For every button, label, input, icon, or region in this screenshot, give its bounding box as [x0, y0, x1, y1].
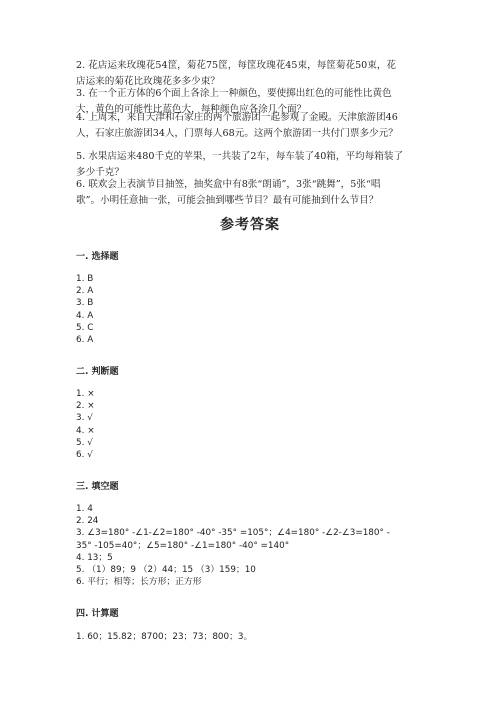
question-3-line-1: 3. 在一个正方体的6个面上各涂上一种颜色，要使掷出红色的可能性比黄色 [76, 88, 392, 99]
section-heading-fill-blank: 三. 填空题 [76, 482, 119, 492]
section-choice-answers [76, 273, 93, 346]
section-heading-choice: 一. 选择题 [76, 252, 119, 262]
question-4 [76, 110, 426, 142]
answer-line: 5. （1）89；9 （2）44；15 （3）159；10 [76, 565, 256, 576]
question-3-line-2: 大，黄色的可能性比蓝色大，每种颜色应各涂几个面？ [76, 104, 307, 115]
answer-line: 1. 4 [76, 504, 93, 514]
answer-line: 2. A [76, 286, 94, 297]
question-4-line-1: 4. 上周末，来自天津和石家庄的两个旅游团一起参观了金殿。天津旅游团46 [76, 112, 398, 123]
section-judgment-answers [76, 388, 95, 461]
section-heading-judgment: 二. 判断题 [76, 367, 119, 377]
question-2-line-1: 2. 花店运来玫瑰花54筐，菊花75筐，每筐玫瑰花45束，每筐菊花50束，花 [76, 60, 397, 71]
answer-line: 6. √ [76, 450, 93, 461]
answer-line: 35° -105=40°；∠5=180° -∠1=180° -40° =140° [76, 540, 290, 551]
answer-line: 3. ∠3=180° -∠1-∠2=180° -40° -35° =105°；∠4=180° -∠2-∠3=180° - [76, 528, 390, 539]
answer-line: 1. × [76, 389, 95, 399]
answer-line: 6. 平行；相等；长方形；正方形 [76, 577, 202, 588]
answer-line: 4. A [76, 310, 94, 321]
answer-title: 参考答案 [220, 217, 280, 233]
answer-line: 2. 24 [76, 516, 99, 527]
answer-line: 3. B [76, 298, 94, 309]
answer-line: 3. √ [76, 413, 93, 424]
section-calculation-answers [76, 631, 252, 643]
question-6-line-2: 歌”。小明任意抽一张，可能会抽到哪些节目？最有可能抽到什么节目？ [76, 195, 379, 206]
question-4-line-2: 人，石家庄旅游团34人，门票每人68元。这两个旅游团一共付门票多少元？ [76, 128, 398, 139]
answer-line: 4. 13；5 [76, 552, 113, 563]
answer-line: 5. √ [76, 437, 93, 448]
question-6-line-1: 6. 联欢会上表演节目抽签，抽奖盒中有8张“朗诵”，3张“跳舞”，5张“唱 [76, 179, 381, 190]
section-fill-blank-answers [76, 503, 390, 588]
answer-line: 1. 60；15.82；8700；23；73；800；3。 [76, 632, 253, 642]
question-2-line-2: 店运来的菊花比玫瑰花多多少束？ [76, 76, 220, 87]
answer-line: 4. × [76, 425, 95, 436]
section-heading-calculation: 四. 计算题 [76, 609, 119, 619]
answer-line: 5. C [76, 322, 94, 333]
answer-line: 6. A [76, 335, 94, 346]
answer-line: 2. × [76, 401, 95, 412]
question-5-line-1: 5. 水果店运来480千克的苹果，一共装了2车，每车装了40箱，平均每箱装了 [76, 151, 404, 162]
question-5-line-2: 多少千克？ [76, 167, 124, 178]
question-6 [76, 177, 426, 209]
answer-line: 1. B [76, 274, 94, 284]
